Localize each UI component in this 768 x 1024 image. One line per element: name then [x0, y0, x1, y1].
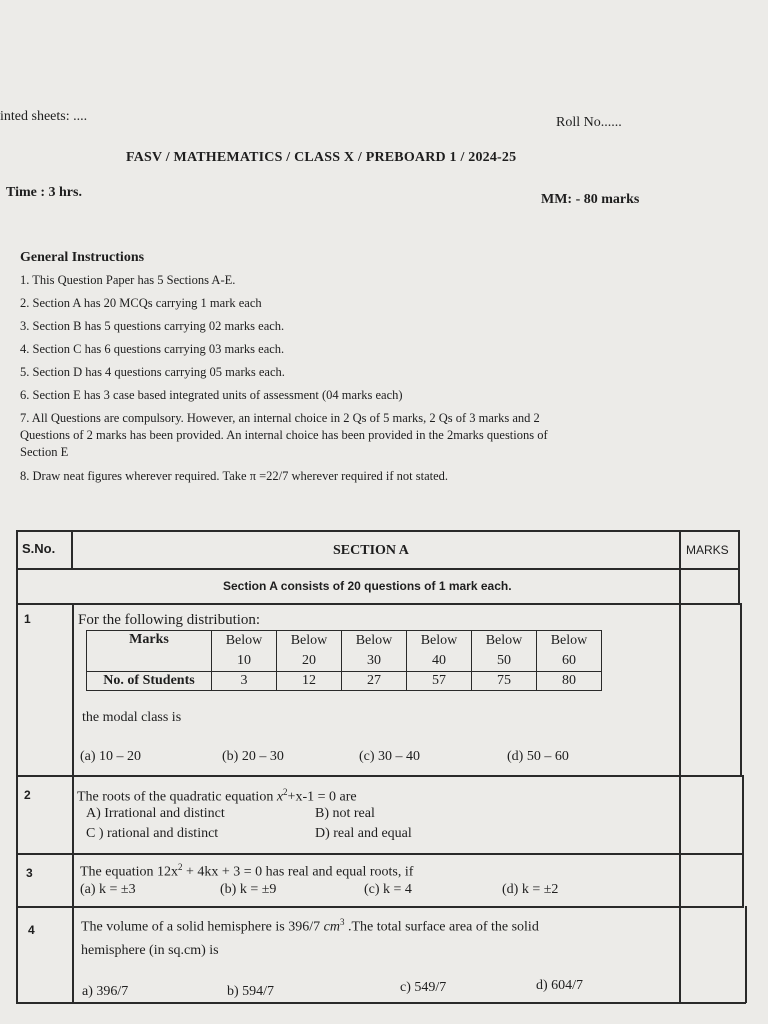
- option-d: (d) 50 – 60: [507, 749, 569, 764]
- distribution-table: [86, 630, 602, 691]
- table-rule: [16, 530, 18, 1003]
- question-text: [80, 862, 413, 881]
- table-rule: [16, 853, 744, 855]
- question-number: 3: [26, 866, 33, 880]
- section-column-header: SECTION A: [333, 543, 409, 558]
- question-number: 4: [28, 923, 35, 937]
- roll-no-label: Roll No......: [556, 115, 622, 130]
- question-text: hemisphere (in sq.cm) is: [81, 943, 219, 958]
- text-part: The roots of the quadratic equation: [77, 789, 277, 805]
- question-text: [77, 787, 357, 806]
- exponent: 2: [283, 787, 288, 797]
- table-cell: 12: [277, 672, 342, 691]
- row-label-marks: Marks: [87, 631, 212, 672]
- table-cell: 75: [472, 672, 537, 691]
- instruction-item: 8. Draw neat figures wherever required. Take π =22/7 wherever required if not stated.: [20, 469, 449, 483]
- instruction-item: 5. Section D has 4 questions carrying 05 marks each.: [20, 365, 285, 379]
- instruction-item: 2. Section A has 20 MCQs carrying 1 mark each: [20, 296, 262, 310]
- option-a: a) 396/7: [82, 984, 129, 999]
- question-text: For the following distribution:: [78, 612, 261, 628]
- variable: x: [276, 789, 284, 805]
- option-d: d) 604/7: [536, 978, 584, 993]
- text-part: + 4kx + 3 = 0 has real and equal roots, if: [182, 864, 414, 880]
- instructions-heading: General Instructions: [20, 250, 145, 265]
- instruction-item: 6. Section E has 3 case based integrated units of assessment (04 marks each): [20, 388, 403, 402]
- question-text: the modal class is: [82, 710, 182, 725]
- text-part: The volume of a solid hemisphere is 396/7: [81, 919, 324, 935]
- option-b: b) 594/7: [227, 984, 275, 999]
- table-cell: 57: [407, 672, 472, 691]
- table-cell: 27: [342, 672, 407, 691]
- table-cell: 40: [407, 651, 472, 672]
- section-note: Section A consists of 20 questions of 1 mark each.: [223, 579, 512, 593]
- time-label: Time : 3 hrs.: [6, 185, 82, 200]
- table-rule: [72, 603, 74, 1003]
- marks-column-header: MARKS: [686, 543, 729, 557]
- table-cell: 20: [277, 651, 342, 672]
- table-cell: 10: [212, 651, 277, 672]
- question-number: 2: [24, 788, 31, 802]
- table-rule: [16, 530, 738, 532]
- table-rule: [16, 1002, 746, 1004]
- table-cell: Below: [407, 631, 472, 652]
- text-part: .The total surface area of the solid: [344, 919, 539, 935]
- exponent: 3: [339, 917, 345, 927]
- question-text: [81, 917, 539, 936]
- instruction-item: 4. Section C has 6 questions carrying 03 marks each.: [20, 342, 285, 356]
- table-rule: [738, 530, 740, 604]
- option-c: C ) rational and distinct: [86, 826, 219, 841]
- table-cell: 50: [472, 651, 537, 672]
- instruction-item-7: [20, 410, 548, 461]
- general-instructions: [20, 246, 548, 488]
- table-rule: [679, 530, 681, 1003]
- exponent: 2: [177, 862, 183, 872]
- max-marks-label: MM: - 80 marks: [541, 192, 640, 207]
- option-b: B) not real: [315, 806, 375, 821]
- instruction-item: 3. Section B has 5 questions carrying 02 marks each.: [20, 319, 285, 333]
- table-rule: [16, 603, 740, 605]
- table-rule: [16, 775, 742, 777]
- instruction-line: Section E: [20, 445, 69, 459]
- table-rule: [16, 906, 744, 908]
- table-rule: [745, 906, 747, 1003]
- question-number: 1: [24, 612, 31, 626]
- option-c: (c) 30 – 40: [359, 749, 421, 764]
- option-c: c) 549/7: [400, 980, 447, 995]
- table-cell: Below: [342, 631, 407, 652]
- instruction-line: 7. All Questions are compulsory. However, an internal choice in 2 Qs of 5 marks, 2 Qs of 3 marks and 2: [20, 411, 540, 425]
- table-cell: 60: [537, 651, 602, 672]
- option-d: D) real and equal: [315, 826, 412, 841]
- table-cell: 3: [212, 672, 277, 691]
- instruction-line: Questions of 2 marks has been provided. An internal choice has been provided in the 2marks questions of: [20, 428, 548, 442]
- option-b: (b) k = ±9: [220, 882, 277, 897]
- table-rule: [740, 603, 742, 775]
- paper-title: FASV / MATHEMATICS / CLASS X / PREBOARD 1 / 2024-25: [126, 150, 517, 165]
- option-d: (d) k = ±2: [502, 882, 559, 897]
- table-cell: 80: [537, 672, 602, 691]
- table-rule: [71, 530, 73, 568]
- table-cell: Below: [212, 631, 277, 652]
- option-a: (a) 10 – 20: [80, 749, 142, 764]
- table-cell: Below: [537, 631, 602, 652]
- option-a: (a) k = ±3: [80, 882, 136, 897]
- option-c: (c) k = 4: [364, 882, 412, 897]
- row-label-students: No. of Students: [87, 672, 212, 691]
- table-cell: Below: [277, 631, 342, 652]
- option-b: (b) 20 – 30: [222, 749, 284, 764]
- sno-column-header: S.No.: [22, 541, 56, 556]
- printed-sheets-label: inted sheets: ....: [0, 109, 88, 124]
- option-a: A) Irrational and distinct: [86, 806, 225, 821]
- text-part: The equation 12x: [80, 864, 178, 880]
- table-cell: Below: [472, 631, 537, 652]
- table-rule: [16, 568, 738, 570]
- table-rule: [742, 775, 744, 906]
- text-part: +x-1 = 0 are: [287, 789, 357, 805]
- table-cell: 30: [342, 651, 407, 672]
- unit: cm: [323, 919, 340, 935]
- instruction-item: 1. This Question Paper has 5 Sections A-E.: [20, 273, 236, 287]
